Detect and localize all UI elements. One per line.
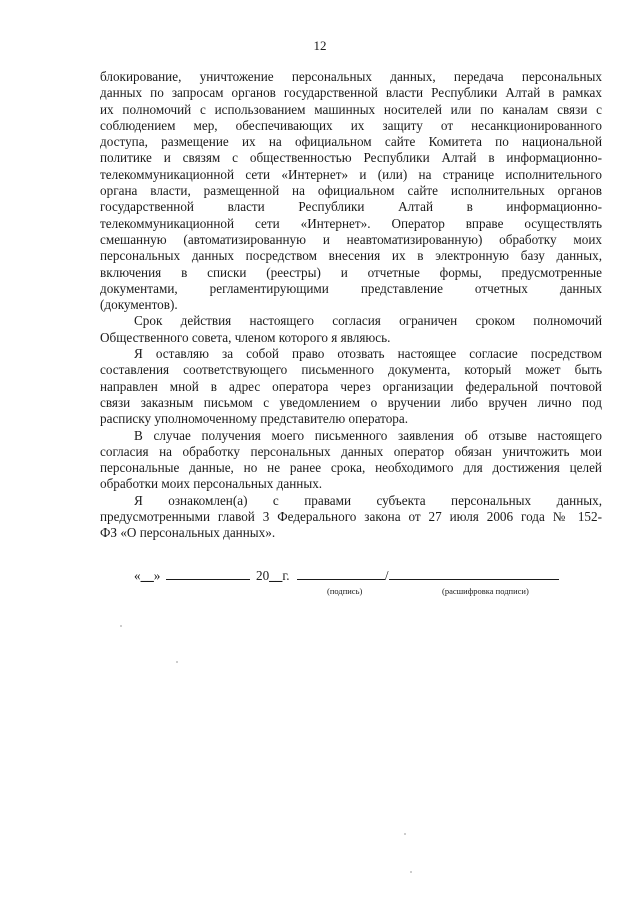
text-line: персональных данных посредством внесения их в электронную базу данных, [100, 248, 602, 264]
text-line: блокирование, уничтожение персональных данных, передача персональных [100, 69, 602, 84]
text-line: смешанную (автоматизированную и неавтоматизированную) обработку моих [100, 231, 602, 247]
text-line: Я оставляю за собой право отозвать настоящее согласие посредством [134, 346, 602, 362]
text-line: Общественного совета, членом которого я являюсь. [100, 329, 391, 345]
text-line: соблюдением мер, обеспечивающих их защиту от несанкционированного [100, 117, 602, 133]
date-month-blank[interactable] [166, 567, 250, 580]
signature-decoding-caption: (расшифровка подписи) [442, 586, 529, 596]
signature-row [134, 567, 559, 584]
signature-decoding-blank[interactable] [389, 567, 559, 580]
text-line: телекоммуникационной сети «Интернет». Оператор вправе осуществлять [100, 215, 602, 231]
text-line: расписку уполномоченному представителю оператора. [100, 411, 409, 427]
date-year-suffix: г. [282, 568, 290, 583]
text-line: (документов). [100, 297, 178, 313]
text-line: Я ознакомлен(а) с правами субъекта персональных данных, [134, 492, 602, 508]
text-line: персональные данные, но не ранее срока, необходимого для достижения целей [100, 460, 602, 476]
paragraph-data-destruction [100, 428, 602, 493]
scan-speck [120, 625, 122, 627]
text-line: согласия на обработку персональных данных оператор обязан уничтожить мои [100, 443, 602, 459]
scan-speck [410, 871, 412, 873]
text-line: направлен мной в адрес оператора через организации федеральной почтовой [100, 378, 602, 394]
date-open-quote: « [134, 568, 141, 583]
paragraph-validity-term [100, 313, 602, 346]
date-year-prefix: 20 [255, 568, 270, 583]
text-line: включения в списки (реестры) и отчетные формы, предусмотренные [100, 264, 602, 280]
text-line: В случае получения моего письменного заявления об отзыве настоящего [134, 427, 602, 443]
signature-caption: (подпись) [327, 586, 363, 596]
text-line: предусмотренными главой 3 Федерального закона от 27 июля 2006 года № 152- [100, 509, 602, 525]
text-line: телекоммуникационной сети «Интернет» и (или) на странице исполнительного [100, 166, 602, 182]
scan-speck [404, 833, 406, 835]
paragraph-acknowledgement [100, 493, 602, 542]
date-day-blank[interactable]: __ [140, 568, 154, 583]
signature-slash: / [384, 568, 389, 583]
paragraph-revocation-right [100, 346, 602, 427]
text-line: их полномочий с использованием машинных носителей или по каналам связи с [100, 101, 602, 117]
text-line: ФЗ «О персональных данных». [100, 525, 276, 541]
text-line: органа власти, размещенной на официальном сайте исполнительных органов [100, 183, 602, 199]
signature-blank[interactable] [297, 567, 385, 580]
text-line: Срок действия настоящего согласия ограничен сроком полномочий [134, 313, 602, 329]
text-line: составления соответствующего письменного документа, который может быть [100, 362, 602, 378]
text-line: связи заказным письмом с уведомлением о вручении либо вручен лично под [100, 394, 602, 410]
text-line: доступа, размещение их на официальном сайте Комитета по национальной [100, 134, 602, 150]
text-line: данных по запросам органов государственной власти Республики Алтай в рамках [100, 85, 602, 101]
text-line: обработки моих персональных данных. [100, 476, 323, 492]
text-line: документами, регламентирующими представление отчетных данных [100, 280, 602, 296]
document-body [100, 69, 602, 542]
text-line: государственной власти Республики Алтай в информационно- [100, 199, 602, 215]
date-close-quote: » [153, 568, 161, 583]
page-number: 12 [313, 38, 327, 53]
text-line: политике и связям с общественностью Республики Алтай в информационно- [100, 150, 602, 166]
date-year-blank[interactable]: __ [269, 568, 283, 583]
scan-speck [176, 661, 178, 663]
paragraph-consent-processing [100, 69, 602, 313]
